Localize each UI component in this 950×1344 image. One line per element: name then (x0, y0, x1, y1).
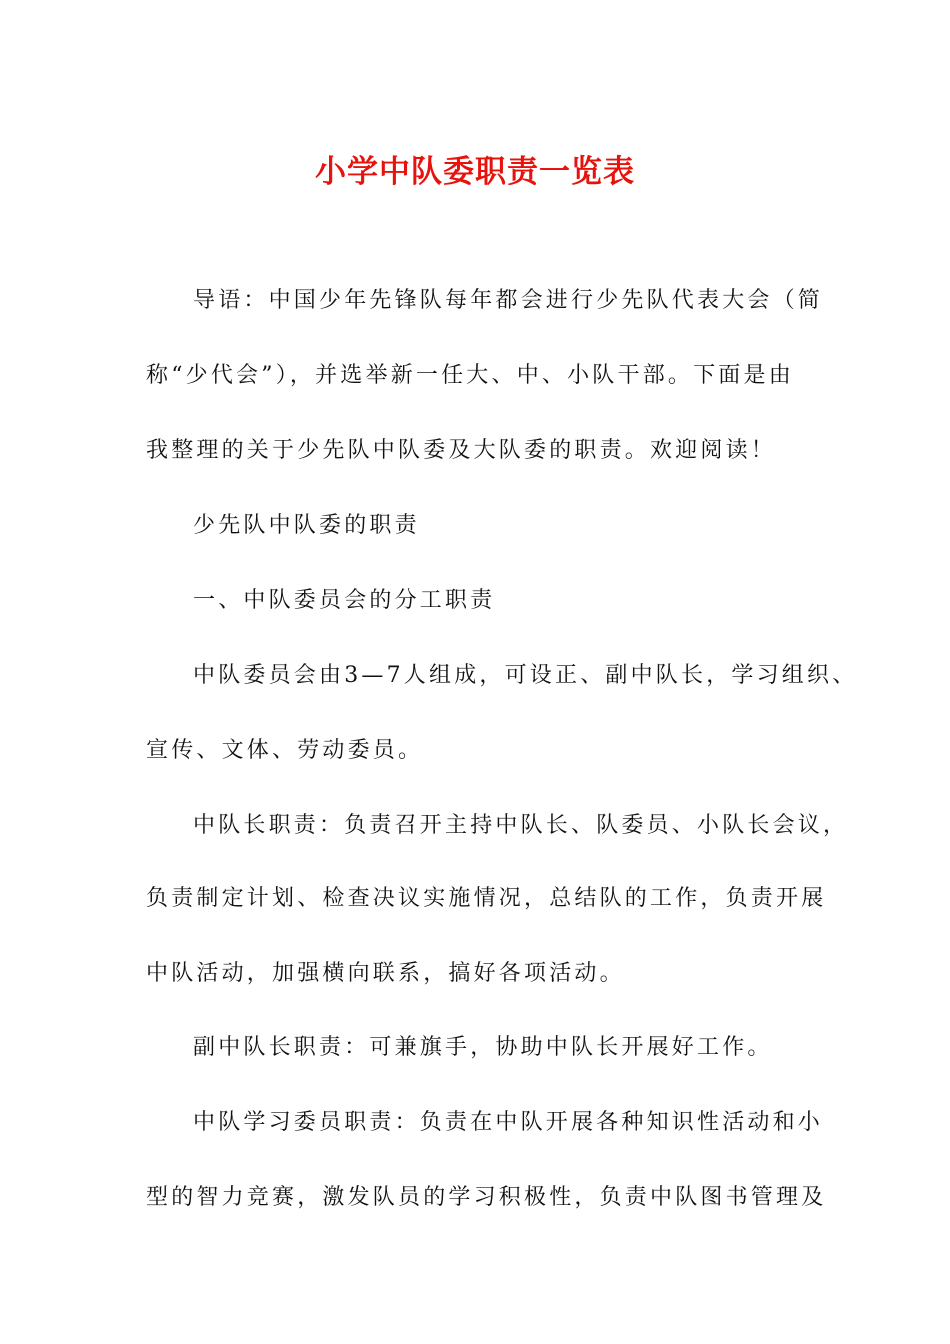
paragraph-line: 导语：中国少年先锋队每年都会进行少先队代表大会（简 (193, 288, 824, 313)
section-subheading: 一、中队委员会的分工职责 (193, 588, 496, 613)
paragraph-line: 负责制定计划、检查决议实施情况，总结队的工作，负责开展 (146, 886, 827, 911)
paragraph-line: 中队长职责：负责召开主持中队长、队委员、小队长会议， (193, 813, 849, 838)
paragraph-line: 型的智力竞赛，激发队员的学习积极性，负责中队图书管理及 (146, 1185, 827, 1210)
section-heading: 少先队中队委的职责 (193, 513, 420, 538)
paragraph-line: 副中队长职责：可兼旗手，协助中队长开展好工作。 (193, 1035, 773, 1060)
paragraph-line: 宣传、文体、劳动委员。 (146, 738, 424, 763)
paragraph-line: 中队学习委员职责：负责在中队开展各种知识性活动和小 (193, 1110, 824, 1135)
paragraph-line: 我整理的关于少先队中队委及大队委的职责。欢迎阅读！ (146, 438, 777, 463)
paragraph-line: 中队活动，加强横向联系，搞好各项活动。 (146, 961, 625, 986)
paragraph-line: 中队委员会由3—7人组成，可设正、副中队长，学习组织、 (193, 663, 858, 688)
paragraph-line: 称“少代会”），并选举新一任大、中、小队干部。下面是由 (146, 363, 794, 388)
document-title: 小学中队委职责一览表 (315, 154, 635, 190)
